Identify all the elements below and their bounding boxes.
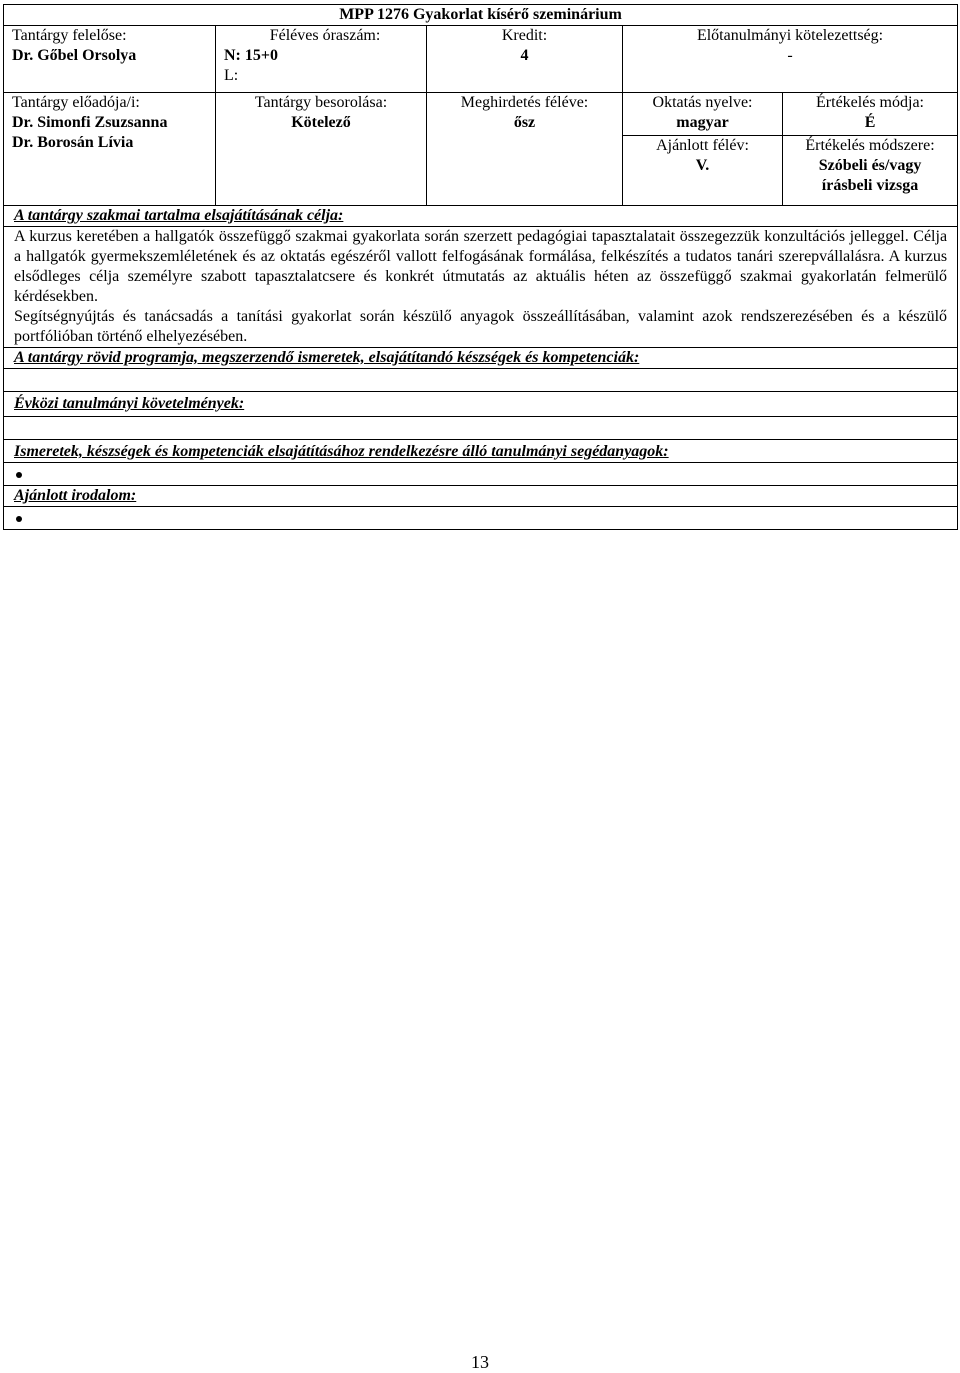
prereq-cell	[623, 26, 958, 93]
credit-value: 4	[520, 47, 529, 64]
credit-label: Kredit:	[501, 27, 548, 44]
lecturer-2: Dr. Borosán Lívia	[12, 134, 134, 151]
language-value: magyar	[676, 114, 729, 131]
program-body-cell	[4, 369, 958, 392]
goal-heading-cell	[4, 206, 958, 227]
materials-heading: Ismeretek, készségek és kompetenciák elsajátításához rendelkezésre álló tanulmányi segédanyagok:	[14, 443, 669, 460]
literature-heading-cell	[4, 486, 958, 507]
eval-cell	[783, 93, 958, 206]
prereq-value: -	[787, 47, 793, 64]
requirements-heading-cell	[4, 392, 958, 417]
recommended-label: Ajánlott félév:	[656, 137, 749, 154]
course-table	[3, 4, 958, 530]
semester-value: ősz	[513, 114, 536, 131]
eval-method-value-1: Szóbeli és/vagy	[818, 157, 922, 174]
language-cell	[623, 93, 783, 206]
page-number: 13	[471, 1352, 489, 1372]
classification-label: Tantárgy besorolása:	[254, 94, 388, 111]
literature-heading: Ajánlott irodalom:	[14, 487, 137, 504]
goal-body-cell	[4, 227, 958, 348]
responsible-cell	[4, 26, 216, 93]
semester-label: Meghirdetés féléve:	[460, 94, 589, 111]
hours-l: L:	[224, 67, 239, 84]
goal-paragraph-2: Segítségnyújtás és tanácsadás a tanítási gyakorlat során készülő anyagok összeállításában, valamint azok rendszerezésében és a készülő portfólióban történő elhelyezésében.	[14, 308, 948, 345]
program-heading-cell	[4, 348, 958, 369]
recommended-value: V.	[695, 157, 710, 174]
eval-method-value-2: írásbeli vizsga	[821, 177, 919, 194]
course-title: MPP 1276 Gyakorlat kísérő szeminárium	[4, 5, 958, 26]
eval-method-label: Értékelés módszere:	[805, 137, 935, 154]
language-label: Oktatás nyelve:	[652, 94, 753, 111]
responsible-label: Tantárgy felelőse:	[12, 27, 127, 44]
requirements-body-cell	[4, 417, 958, 440]
hours-label: Féléves óraszám:	[269, 27, 381, 44]
program-heading: A tantárgy rövid programja, megszerzendő ismeretek, elsajátítandó készségek és kompetenciák:	[14, 349, 640, 366]
materials-bullet	[4, 463, 957, 485]
lecturer-1: Dr. Simonfi Zsuzsanna	[12, 114, 168, 131]
requirements-heading: Évközi tanulmányi követelmények:	[14, 395, 245, 412]
classification-cell	[216, 93, 427, 206]
goal-paragraph-1: A kurzus keretében a hallgatók összefüggő szakmai gyakorlata során szerzett pedagógiai tapasztalatait összegezzük konzultációs jelleggel. Célja a hallgatók gyermekszemléletének és az oktatás egészéről vallott felfogásának formálása, felkészítés a tudatos tanári szerepvállalásra. A kurzus elsődleges célja személyre szabott tapasztalatcsere és konkrét útmutatás az aktuális héten az összefüggő szakmai gyakorlatán felmerülő kérdésekben.	[14, 228, 948, 305]
semester-cell	[427, 93, 623, 206]
hours-n: N: 15+0	[224, 47, 278, 64]
responsible-name: Dr. Gőbel Orsolya	[12, 47, 137, 64]
lecturers-cell	[4, 93, 216, 206]
hours-cell	[216, 26, 427, 93]
classification-value: Kötelező	[291, 114, 351, 131]
prereq-label: Előtanulmányi kötelezettség:	[696, 27, 884, 44]
lecturers-label: Tantárgy előadója/i:	[12, 94, 140, 111]
eval-mode-label: Értékelés módja:	[816, 94, 924, 111]
literature-body-cell	[4, 507, 958, 530]
credit-cell	[427, 26, 623, 93]
materials-heading-cell	[4, 440, 958, 463]
materials-body-cell	[4, 463, 958, 486]
eval-mode-value: É	[864, 114, 876, 131]
literature-bullet	[4, 507, 957, 529]
goal-heading: A tantárgy szakmai tartalma elsajátításának célja:	[14, 207, 344, 224]
